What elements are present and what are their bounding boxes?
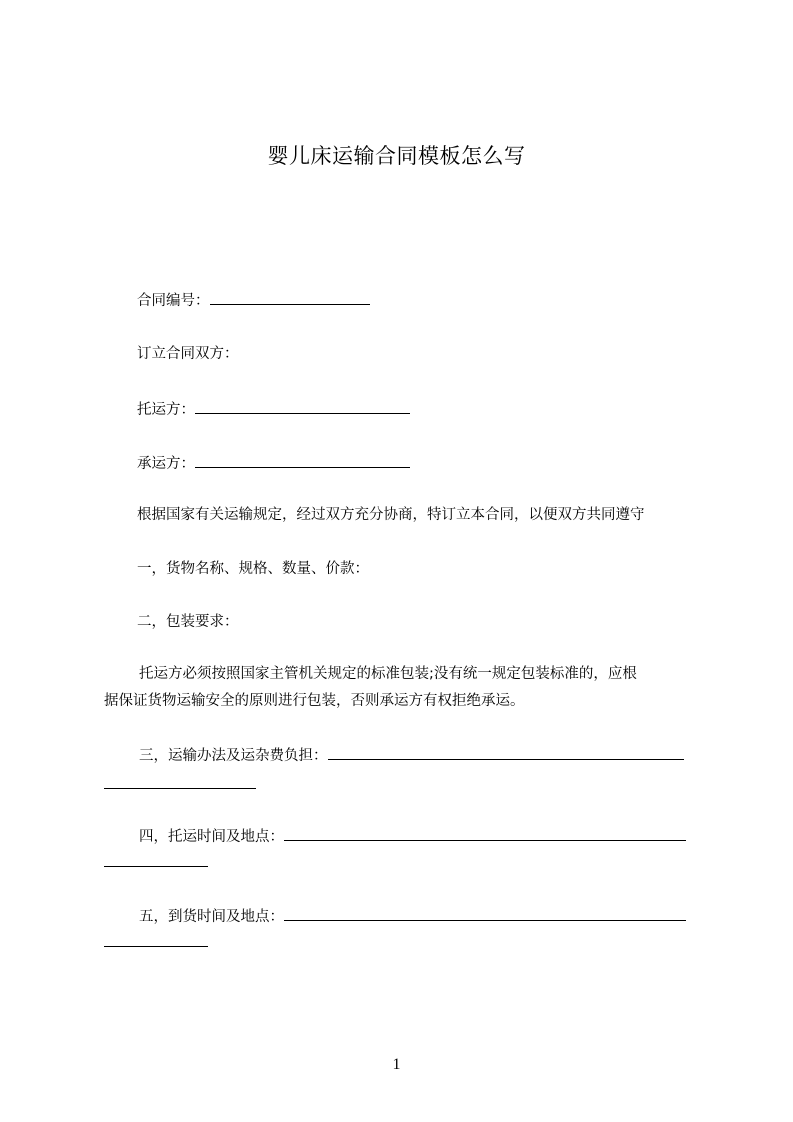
contract-number-blank[interactable] bbox=[210, 289, 370, 305]
carrier-blank[interactable] bbox=[195, 452, 410, 468]
shipping-time-blank-1[interactable] bbox=[284, 825, 686, 841]
document-title: 婴儿床运输合同模板怎么写 bbox=[267, 144, 526, 168]
section-arrival-time-row bbox=[139, 905, 686, 927]
shipping-time-blank-2[interactable] bbox=[104, 866, 208, 867]
intro-paragraph: 根据国家有关运输规定，经过双方充分协商，特订立本合同，以便双方共同遵守 bbox=[137, 507, 645, 523]
transport-blank-1[interactable] bbox=[328, 744, 684, 760]
section-transport-label: 三，运输办法及运杂费负担： bbox=[139, 748, 328, 764]
arrival-time-blank-1[interactable] bbox=[284, 905, 686, 921]
section-shipping-time-row bbox=[139, 825, 686, 847]
contract-number-row bbox=[137, 289, 370, 311]
carrier-label: 承运方： bbox=[137, 456, 195, 472]
page-number: 1 bbox=[392, 1056, 401, 1073]
packaging-paragraph-line-2: 据保证货物运输安全的原则进行包装，否则承运方有权拒绝承运。 bbox=[104, 693, 525, 709]
shipper-row bbox=[137, 398, 410, 420]
section-shipping-time-label: 四，托运时间及地点： bbox=[139, 829, 284, 845]
section-arrival-time-label: 五，到货时间及地点： bbox=[139, 909, 284, 925]
section-transport-row bbox=[139, 744, 684, 766]
section-packaging: 二，包装要求： bbox=[137, 614, 239, 630]
parties-label: 订立合同双方： bbox=[137, 346, 239, 362]
arrival-time-blank-2[interactable] bbox=[104, 946, 208, 947]
transport-blank-2[interactable] bbox=[104, 788, 256, 789]
carrier-row bbox=[137, 452, 410, 474]
packaging-paragraph-line-1: 托运方必须按照国家主管机关规定的标准包装;没有统一规定包装标准的，应根 bbox=[139, 666, 637, 682]
contract-number-label: 合同编号： bbox=[137, 293, 210, 309]
shipper-blank[interactable] bbox=[195, 398, 410, 414]
shipper-label: 托运方： bbox=[137, 402, 195, 418]
section-goods: 一，货物名称、规格、数量、价款： bbox=[137, 561, 369, 577]
